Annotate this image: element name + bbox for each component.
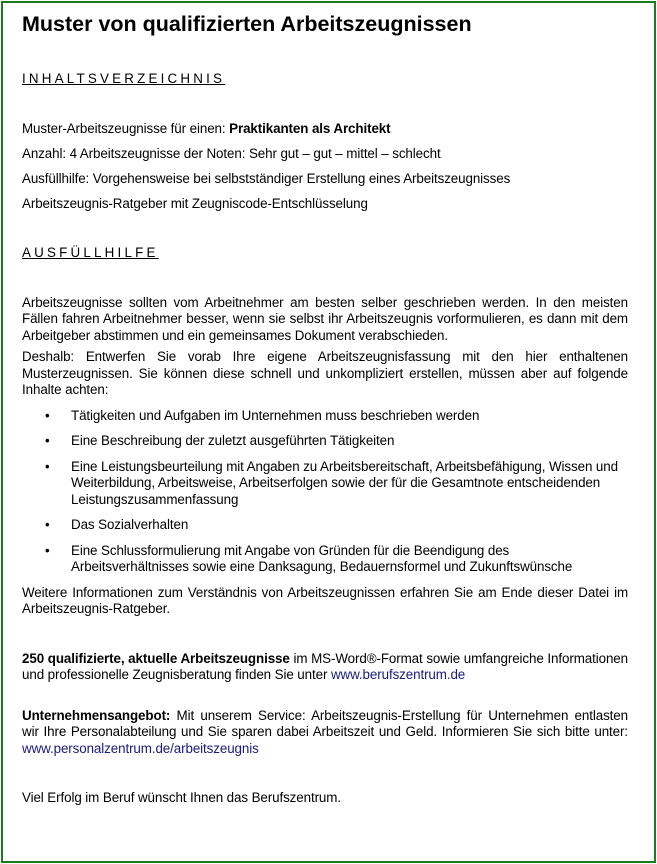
promo-bold: 250 qualifizierte, aktuelle Arbeitszeugnisse	[22, 650, 290, 666]
toc-profession: Praktikanten als Architekt	[229, 120, 391, 136]
toc-line-4: Arbeitszeugnis-Ratgeber mit Zeugniscode-Entschlüsselung	[22, 195, 368, 211]
list-item: • Eine Leistungsbeurteilung mit Angaben zu Arbeitsbereitschaft, Arbeitsbefähigung, Wissen und Weiterbildung, Arbeitsweise, Arbeitserfolgen sowie der für die Gesamtnote entscheidenden Leistungszusammenfassung	[45, 458, 618, 507]
list-item: • Eine Beschreibung der zuletzt ausgeführten Tätigkeiten	[45, 433, 395, 448]
fill-paragraph-1: Arbeitszeugnisse sollten vom Arbeitnehmer am besten selber geschrieben werden. In den meisten Fällen fahren Arbeitnehmer besser, wenn sie selbst ihr Arbeitszeugnis vorformulieren, es dann mit dem Arbeitgeber abstimmen und ein gemeinsames Dokument verabschieden.	[22, 294, 628, 343]
personalzentrum-link[interactable]: www.personalzentrum.de/arbeitszeugnis	[22, 740, 259, 756]
toc-line-1: Muster-Arbeitszeugnisse für einen: Praktikanten als Architekt	[22, 120, 391, 136]
bullet-icon: •	[45, 458, 50, 474]
bullet-icon: •	[45, 517, 50, 532]
promo-paragraph: 250 qualifizierte, aktuelle Arbeitszeugnisse im MS-Word®-Format sowie umfangreiche Informationen und professionelle Zeugnisberatung finden Sie unter www.berufszentrum.de	[22, 650, 629, 682]
closing-line: Viel Erfolg im Beruf wünscht Ihnen das Berufszentrum.	[22, 790, 341, 805]
content-requirements-list	[22, 408, 628, 576]
company-bold: Unternehmensangebot:	[22, 707, 171, 723]
toc-line-3: Ausfüllhilfe: Vorgehensweise bei selbstständiger Erstellung eines Arbeitszeugnisses	[22, 170, 511, 186]
list-item: • Eine Schlussformulierung mit Angabe von Gründen für die Beendigung des Arbeitsverhältnisses sowie eine Danksagung, Bedauernsformel und Zukunftswünsche	[45, 542, 573, 574]
bullet-icon: •	[45, 433, 50, 448]
list-item: • Tätigkeiten und Aufgaben im Unternehmen muss beschrieben werden	[45, 407, 480, 423]
toc-line-2: Anzahl: 4 Arbeitszeugnisse der Noten: Sehr gut – gut – mittel – schlecht	[22, 145, 441, 161]
document-body	[22, 10, 628, 807]
fill-paragraph-3: Weitere Informationen zum Verständnis von Arbeitszeugnissen erfahren Sie am Ende dieser Datei im Arbeitszeugnis-Ratgeber.	[22, 584, 628, 616]
company-paragraph: Unternehmensangebot: Mit unserem Service: Arbeitszeugnis-Erstellung für Unternehmen entlasten wir Ihre Personalabteilung und Sie sparen dabei Arbeitszeit und Geld. Informieren Sie sich bitte unter: www.personalzentrum.de/arbeitszeugnis	[22, 707, 628, 756]
toc-heading: INHALTSVERZEICHNIS	[22, 71, 226, 86]
list-item: • Das Sozialverhalten	[45, 517, 189, 532]
page-title: Muster von qualifizierten Arbeitszeugnissen	[22, 12, 472, 36]
fill-paragraph-2: Deshalb: Entwerfen Sie vorab Ihre eigene Arbeitszeugnisfassung mit den hier enthaltenen Musterzeugnissen. Sie können diese schnell und unkompliziert erstellen, müssen aber auf folgende Inhalte achten:	[22, 349, 628, 397]
bullet-icon: •	[45, 407, 50, 423]
fill-heading: AUSFÜLLHILFE	[22, 245, 159, 260]
berufszentrum-link[interactable]: www.berufszentrum.de	[330, 667, 466, 682]
bullet-icon: •	[45, 542, 50, 558]
